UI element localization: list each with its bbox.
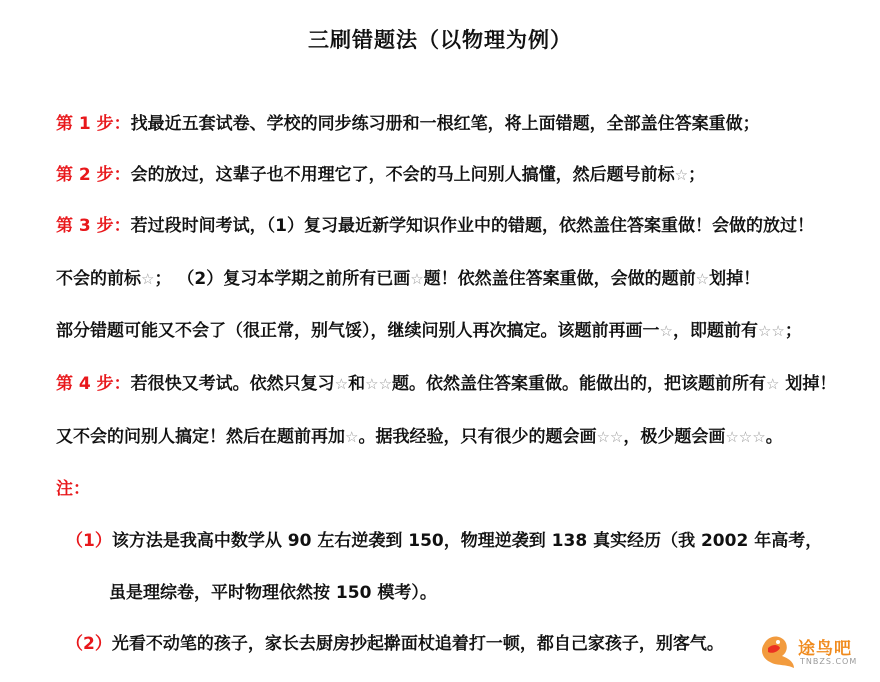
- star-icon: ☆: [345, 428, 359, 446]
- star-icon: ☆☆: [757, 322, 785, 340]
- step-2-text-end: ；: [688, 165, 706, 185]
- notes-heading: 注：: [56, 479, 90, 499]
- step-1-label: 第 1 步：: [56, 114, 131, 134]
- step-4-text: 划掉！: [779, 374, 837, 394]
- step-4-text: 和: [348, 374, 366, 394]
- step-4-line: [56, 373, 836, 395]
- watermark-sub: TNBZS.COM: [800, 657, 858, 666]
- star-icon: ☆: [674, 166, 689, 184]
- watermark-logo: [758, 630, 870, 674]
- step-4-line2-text: ，极少题会画: [623, 427, 726, 447]
- page-title: 三刷错题法（以物理为例）: [308, 28, 572, 52]
- step-2-text: 会的放过，这辈子也不用理它了，不会的马上问别人搞懂，然后题号前标: [130, 165, 675, 185]
- note-2-number: （2）: [66, 634, 112, 654]
- step-3-line3-text: ，即题前有: [672, 321, 758, 341]
- star-icon: ☆: [766, 375, 780, 393]
- step-3-label: 第 3 步：: [56, 216, 131, 236]
- step-4-text: 若很快又考试。依然只复习: [130, 374, 335, 394]
- step-4-line2-text: 。: [765, 427, 783, 447]
- step-1-text: 找最近五套试卷、学校的同步练习册和一根红笔，将上面错题，全部盖住答案重做；: [130, 114, 760, 134]
- step-3-line2-text: 划掉！: [709, 269, 761, 289]
- star-icon: ☆☆: [365, 375, 393, 393]
- note-2-text: 光看不动笔的孩子，家长去厨房抄起擀面杖追着打一顿，都自己家孩子，别客气。: [111, 634, 724, 654]
- step-4-label: 第 4 步：: [56, 374, 131, 394]
- star-icon: ☆: [410, 270, 424, 288]
- step-2-line: [56, 164, 705, 186]
- watermark-name: 途鸟吧: [798, 639, 852, 659]
- step-3-line3-text: ；: [784, 321, 802, 341]
- step-3-line: [56, 215, 814, 237]
- step-3-line-2: [56, 268, 760, 290]
- note-1-line-2: 虽是理综卷，平时物理依然按 150 模考）。: [109, 583, 437, 603]
- step-4-line2-text: 又不会的问别人搞定！然后在题前再加: [56, 427, 345, 447]
- step-4-line2-text: 。据我经验，只有很少的题会画: [358, 427, 597, 447]
- step-3-line-3: [56, 320, 802, 342]
- step-4-text: 题。依然盖住答案重做。能做出的，把该题前所有: [392, 374, 767, 394]
- star-icon: ☆: [695, 270, 710, 288]
- step-3-line2-text: ； （2）复习本学期之前所有已画: [154, 269, 411, 289]
- star-icon: ☆: [141, 270, 155, 288]
- note-1-number: （1）: [66, 531, 112, 551]
- step-2-label: 第 2 步：: [56, 165, 131, 185]
- step-3-line3-text: 部分错题可能又不会了（很正常，别气馁），继续问别人再次搞定。该题前再画一: [56, 321, 660, 341]
- note-2-line: [66, 633, 724, 655]
- step-4-line-2: [56, 426, 783, 448]
- bird-logo-icon: [758, 630, 798, 674]
- step-3-line2-text: 题！依然盖住答案重做，会做的题前: [423, 269, 696, 289]
- star-icon: ☆: [334, 375, 349, 393]
- note-1-text: 该方法是我高中数学从 90 左右逆袭到 150，物理逆袭到 138 真实经历（我 2002 年高考，: [111, 531, 823, 551]
- step-1-line: [56, 113, 760, 135]
- star-icon: ☆: [659, 322, 673, 340]
- star-icon: ☆☆☆: [725, 428, 766, 446]
- step-3-line2-text: 不会的前标: [56, 269, 141, 289]
- note-1-line: [66, 530, 822, 552]
- star-icon: ☆☆: [596, 428, 624, 446]
- step-3-text: 若过段时间考试，（1）复习最近新学知识作业中的错题，依然盖住答案重做！会做的放过！: [130, 216, 814, 236]
